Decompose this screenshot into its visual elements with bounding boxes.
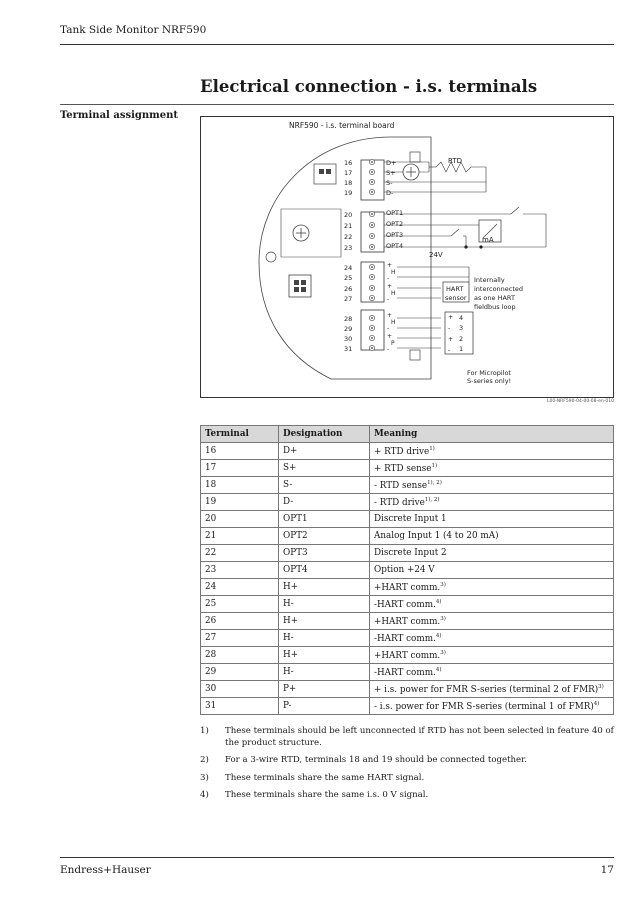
cell-meaning [370, 596, 614, 613]
designation-text: OPT3 [283, 548, 308, 558]
cell-terminal [201, 477, 279, 494]
meaning-text: +HART comm. [374, 650, 441, 661]
terminal-text: 26 [205, 616, 217, 626]
table-row [201, 681, 614, 698]
cell-designation [279, 562, 370, 579]
h-label: H [391, 290, 396, 297]
terminal-text: 28 [205, 650, 217, 660]
signal-d-plus: D+ [386, 159, 397, 167]
connector-pin [294, 287, 299, 292]
meaning-text: Discrete Input 1 [374, 514, 447, 524]
terminal-text: 25 [205, 599, 217, 609]
signal-s-minus: S- [386, 179, 393, 187]
footnote-ref: 3) [440, 649, 446, 656]
cell-designation [279, 443, 370, 460]
terminal-screw-center [371, 327, 373, 329]
fmr-terminal-4: 4 [459, 314, 464, 322]
cell-terminal [201, 630, 279, 647]
col-header-terminal: Terminal [201, 426, 279, 443]
terminal-text: 21 [205, 531, 217, 541]
title-rule [60, 104, 614, 105]
terminal-number: 22 [344, 233, 353, 241]
cell-meaning [370, 545, 614, 562]
table-row [201, 647, 614, 664]
mount-hole [266, 252, 276, 262]
terminal-text: 18 [205, 480, 217, 490]
internally-label: fieldbus loop [474, 303, 516, 311]
terminal-screw-center [371, 171, 373, 173]
table-row [201, 460, 614, 477]
plus-sign: + [387, 333, 393, 340]
table-row [201, 579, 614, 596]
board-tab [410, 152, 420, 162]
table-row [201, 596, 614, 613]
micropilot-label: For Micropilot [467, 369, 511, 377]
meaning-text: Discrete Input 2 [374, 548, 447, 558]
cell-designation [279, 545, 370, 562]
p-label: P [391, 340, 395, 347]
cell-designation [279, 494, 370, 511]
cell-meaning [370, 477, 614, 494]
footnotes [200, 726, 614, 808]
terminal-screw-center [371, 287, 373, 289]
cell-designation [279, 596, 370, 613]
table-row [201, 443, 614, 460]
cell-terminal [201, 698, 279, 715]
meaning-text: + RTD sense [374, 463, 432, 474]
footnote-number: 4) [200, 790, 209, 801]
cell-meaning [370, 613, 614, 630]
cell-meaning [370, 630, 614, 647]
cell-meaning [370, 681, 614, 698]
cell-meaning [370, 579, 614, 596]
cell-meaning [370, 494, 614, 511]
cell-meaning [370, 562, 614, 579]
footnote-ref: 4) [435, 632, 442, 639]
cell-terminal [201, 664, 279, 681]
connector-pin [319, 169, 324, 174]
terminal-screw-center [371, 276, 373, 278]
terminal-text: 22 [205, 548, 217, 558]
page-title: Electrical connection - i.s. terminals [200, 77, 538, 96]
terminal-table [200, 425, 614, 715]
cell-meaning [370, 443, 614, 460]
micropilot-label: S-series only! [467, 377, 512, 385]
cell-terminal [201, 647, 279, 664]
designation-text: P+ [283, 684, 297, 694]
designation-text: OPT2 [283, 531, 308, 541]
table-row [201, 511, 614, 528]
page-number: 17 [600, 864, 614, 876]
terminal-text: 27 [205, 633, 217, 643]
terminal-board-diagram [201, 117, 615, 399]
terminal-screw-center [371, 181, 373, 183]
meaning-text: - RTD drive [374, 497, 425, 508]
terminal-screw-center [371, 235, 373, 237]
signal-opt2: OPT2 [386, 220, 404, 228]
footnote-ref: 3) [440, 581, 446, 588]
terminal-number: 30 [344, 335, 353, 343]
rtd-label: RTD [448, 157, 463, 165]
terminal-number: 18 [344, 179, 353, 187]
cell-designation [279, 511, 370, 528]
footnote-ref: 4) [435, 598, 442, 605]
footnote-ref: 3) [440, 615, 446, 622]
cell-designation [279, 579, 370, 596]
figure-id: L00-NRF590-04-00-08-en-010 [546, 399, 614, 404]
designation-text: S- [283, 480, 293, 490]
plus-sign: + [387, 283, 393, 290]
terminal-number: 23 [344, 244, 353, 252]
signal-s-plus: S+ [386, 169, 396, 177]
terminal-number: 26 [344, 285, 353, 293]
terminal-screw-center [371, 317, 373, 319]
terminal-screw-center [371, 266, 373, 268]
footer-company: Endress+Hauser [60, 864, 151, 876]
cell-designation [279, 698, 370, 715]
footnote-item [200, 726, 614, 749]
footnote-item [200, 790, 614, 802]
minus-sign: - [387, 296, 390, 303]
cell-terminal [201, 613, 279, 630]
cell-designation [279, 528, 370, 545]
cell-meaning [370, 647, 614, 664]
ma-label: mA [482, 236, 494, 244]
footnote-text: These terminals should be left unconnected if RTD has not been selected in feature 40 of the product structure. [225, 726, 614, 748]
cell-terminal [201, 528, 279, 545]
connector-pin [301, 280, 306, 285]
designation-text: D- [283, 497, 294, 507]
terminal-number: 28 [344, 315, 353, 323]
footnote-ref: 1) [431, 462, 438, 469]
footnote-number: 3) [200, 772, 209, 783]
volt-label: 24V [429, 251, 443, 259]
h-label: H [391, 269, 396, 276]
terminal-text: 16 [205, 446, 217, 456]
signal-opt1: OPT1 [386, 209, 404, 217]
terminal-number: 27 [344, 295, 353, 303]
terminal-number: 31 [344, 345, 353, 353]
footnote-text: These terminals share the same i.s. 0 V signal. [225, 790, 429, 801]
meaning-text: + RTD drive [374, 446, 430, 457]
table-header-row [201, 426, 614, 443]
meaning-text: Option +24 V [374, 565, 435, 575]
cell-terminal [201, 494, 279, 511]
signal-opt4: OPT4 [386, 242, 404, 250]
meaning-text: Analog Input 1 (4 to 20 mA) [374, 531, 499, 541]
table-row [201, 630, 614, 647]
footnote-item [200, 755, 614, 767]
minus-sign: - [387, 346, 390, 353]
meaning-text: -HART comm. [374, 667, 436, 678]
table-row [201, 562, 614, 579]
switch-contact [451, 229, 459, 236]
footnote-ref: 3) [598, 683, 604, 690]
table-body [201, 443, 614, 715]
fmr-terminal-1: 1 [459, 345, 464, 353]
connector-block [314, 164, 336, 184]
connector-pin [301, 287, 306, 292]
hart-sensor-label: HART [446, 285, 464, 293]
terminal-screw-center [371, 161, 373, 163]
table-row [201, 698, 614, 715]
terminal-number: 29 [344, 325, 353, 333]
table-row [201, 613, 614, 630]
meaning-text: -HART comm. [374, 599, 436, 610]
cell-meaning [370, 528, 614, 545]
footnote-ref: 1) [429, 445, 435, 452]
meaning-text: -HART comm. [374, 633, 436, 644]
designation-text: H- [283, 667, 294, 677]
cell-terminal [201, 511, 279, 528]
terminal-number: 17 [344, 169, 353, 177]
cell-designation [279, 630, 370, 647]
header-rule [60, 44, 614, 45]
connector-pin [294, 280, 299, 285]
terminal-screw-center [371, 337, 373, 339]
terminal-text: 17 [205, 463, 217, 473]
internally-label: Internally [474, 276, 505, 284]
hart-sensor-label: sensor [445, 294, 467, 302]
terminal-number: 20 [344, 211, 353, 219]
footnote-ref: 4) [435, 666, 442, 673]
plus-sign: + [387, 262, 393, 269]
running-header: Tank Side Monitor NRF590 [60, 24, 207, 36]
footnote-number: 1) [200, 726, 209, 736]
minus-sign: - [387, 325, 390, 332]
terminal-number: 21 [344, 222, 353, 230]
designation-text: H- [283, 633, 294, 643]
terminal-text: 20 [205, 514, 217, 524]
cell-meaning [370, 698, 614, 715]
footnote-ref: 4) [593, 700, 600, 707]
footnote-ref: 1), 2) [427, 479, 442, 486]
board-label: NRF590 - i.s. terminal board [289, 121, 395, 130]
terminal-screw-center [371, 213, 373, 215]
cell-designation [279, 664, 370, 681]
cell-terminal [201, 596, 279, 613]
terminal-text: 19 [205, 497, 217, 507]
meaning-text: - i.s. power for FMR S-series (terminal 1 of FMR) [374, 701, 594, 712]
fmr-terminal-2: 2 [459, 335, 464, 343]
h-label: H [391, 319, 396, 326]
switch-contact [511, 207, 519, 214]
table-row [201, 477, 614, 494]
terminal-screw-center [371, 246, 373, 248]
designation-text: H+ [283, 616, 299, 626]
terminal-text: 23 [205, 565, 217, 575]
footnote-text: For a 3-wire RTD, terminals 18 and 19 should be connected together. [225, 755, 528, 766]
terminal-screw-center [371, 297, 373, 299]
terminal-number: 19 [344, 189, 353, 197]
internally-label: as one HART [474, 294, 515, 302]
designation-text: P- [283, 701, 292, 711]
designation-text: H+ [283, 582, 299, 592]
cell-designation [279, 613, 370, 630]
cell-meaning [370, 511, 614, 528]
terminal-text: 29 [205, 667, 217, 677]
table-row [201, 545, 614, 562]
internally-label: interconnected [474, 285, 524, 293]
cell-terminal [201, 579, 279, 596]
terminal-text: 30 [205, 684, 217, 694]
fmr-terminal-3: 3 [459, 324, 464, 332]
connector-block [289, 275, 311, 297]
terminal-number: 25 [344, 274, 353, 282]
terminal-screw-center [371, 347, 373, 349]
table-row [201, 494, 614, 511]
cell-meaning [370, 664, 614, 681]
designation-text: H- [283, 599, 294, 609]
cell-meaning [370, 460, 614, 477]
designation-text: OPT4 [283, 565, 308, 575]
junction-dot [479, 245, 482, 248]
footnote-text: These terminals share the same HART signal. [225, 772, 425, 783]
minus-sign: - [448, 347, 451, 354]
cell-terminal [201, 562, 279, 579]
designation-text: D+ [283, 446, 298, 456]
table-row [201, 528, 614, 545]
cell-terminal [201, 681, 279, 698]
cell-designation [279, 647, 370, 664]
footnote-item [200, 773, 614, 785]
terminal-screw-center [371, 224, 373, 226]
meaning-text: - RTD sense [374, 480, 428, 491]
connector-pin [326, 169, 331, 174]
terminal-number: 24 [344, 264, 353, 272]
terminal-number: 16 [344, 159, 353, 167]
table-row [201, 664, 614, 681]
col-header-meaning: Meaning [370, 426, 614, 443]
cell-terminal [201, 545, 279, 562]
meaning-text: +HART comm. [374, 616, 441, 627]
board-tab [410, 350, 420, 360]
col-header-designation: Designation [279, 426, 370, 443]
minus-sign: - [448, 325, 451, 332]
cell-designation [279, 460, 370, 477]
cell-terminal [201, 460, 279, 477]
designation-text: H+ [283, 650, 299, 660]
junction-dot [464, 245, 467, 248]
terminal-board-figure [200, 116, 614, 398]
terminal-text: 24 [205, 582, 217, 592]
designation-text: S+ [283, 463, 297, 473]
signal-d-minus: D- [386, 189, 394, 197]
footnote-number: 2) [200, 755, 209, 766]
cell-designation [279, 477, 370, 494]
footer-rule [60, 857, 614, 858]
footnote-ref: 1), 2) [424, 496, 440, 503]
cell-designation [279, 681, 370, 698]
plus-sign: + [387, 312, 393, 319]
meaning-text: +HART comm. [374, 582, 441, 593]
designation-text: OPT1 [283, 514, 308, 524]
minus-sign: - [387, 275, 390, 282]
meaning-text: + i.s. power for FMR S-series (terminal 2 of FMR) [374, 684, 599, 695]
signal-opt3: OPT3 [386, 231, 404, 239]
cell-terminal [201, 443, 279, 460]
rtd-element [436, 162, 486, 192]
terminal-screw-center [371, 191, 373, 193]
plus-sign: + [448, 336, 454, 343]
section-label: Terminal assignment [60, 110, 178, 121]
plus-sign: + [448, 314, 454, 321]
terminal-text: 31 [205, 701, 217, 711]
